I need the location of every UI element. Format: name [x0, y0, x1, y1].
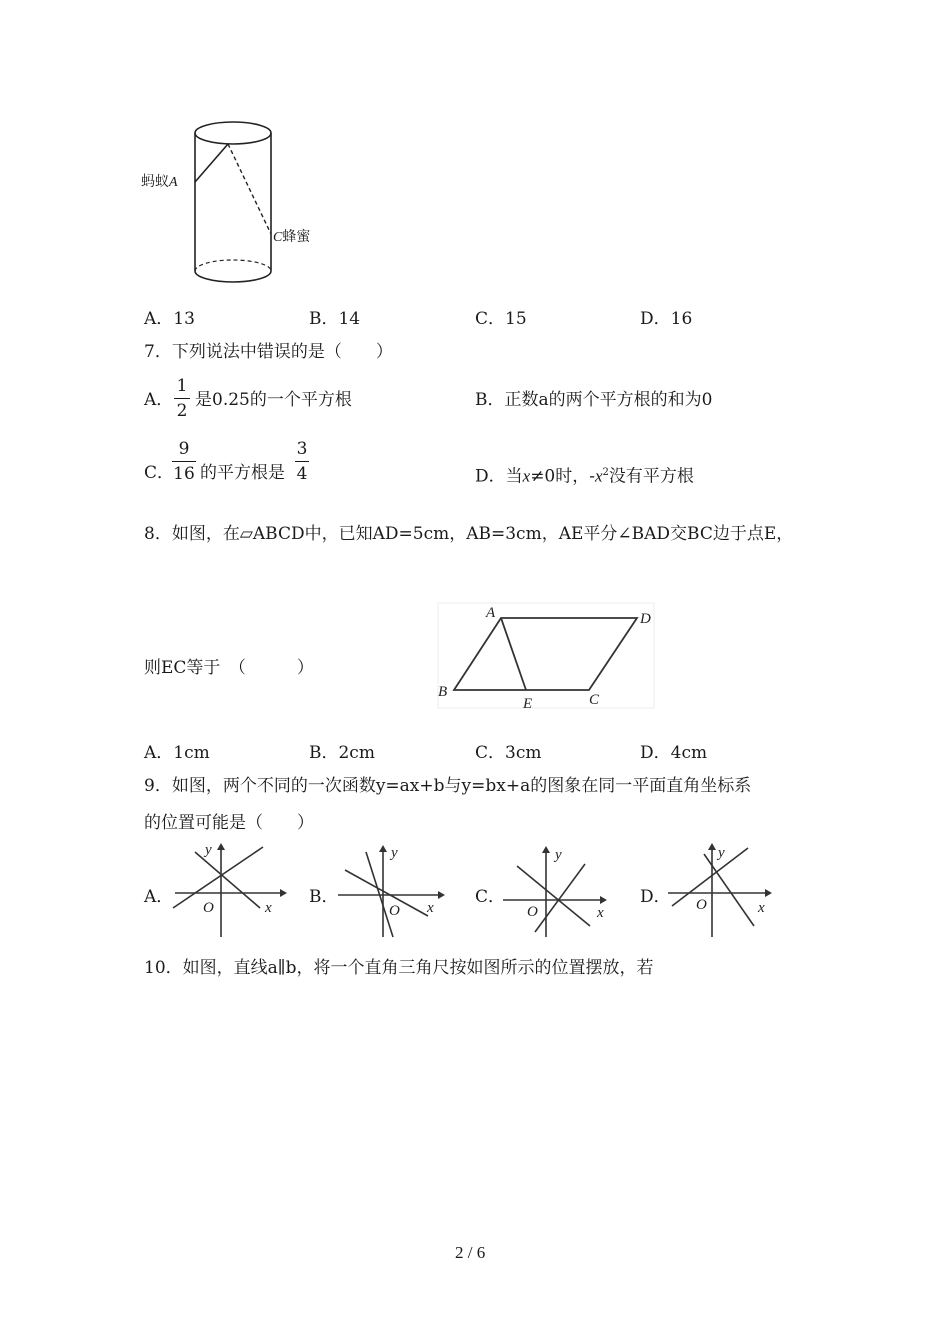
svg-text:x: x	[427, 900, 434, 916]
q6-option-a: A．13	[144, 309, 195, 329]
q9-graph-d	[660, 840, 785, 940]
q7-option-b: B．正数a的两个平方根的和为0	[475, 390, 713, 410]
svg-text:x: x	[597, 905, 604, 921]
q8-stem: 8．如图，在▱ABCD中，已知AD=5cm，AB=3cm，AE平分∠BAD交BC边于点E，	[144, 524, 794, 544]
label-d: D	[640, 611, 651, 627]
q10-stem: 10．如图，直线a∥b，将一个直角三角尺按如图所示的位置摆放，若	[144, 958, 654, 978]
q9-stem-line2: 的位置可能是（ ）	[144, 813, 314, 833]
q8-option-b: B．2cm	[309, 743, 375, 763]
q7-stem: 7．下列说法中错误的是（ ）	[144, 342, 393, 362]
q6-option-d: D．16	[640, 309, 693, 329]
q8-option-d: D．4cm	[640, 743, 708, 763]
q7-option-a-text: 是0.25的一个平方根	[195, 390, 352, 410]
q9-option-c-label: C．	[475, 887, 506, 907]
page-number: 2 / 6	[455, 1243, 486, 1262]
q8-option-c: C．3cm	[475, 743, 542, 763]
label-c: C	[589, 692, 600, 708]
q9-option-b-label: B．	[309, 887, 339, 907]
svg-text:x: x	[265, 900, 272, 916]
svg-text:O: O	[696, 897, 707, 913]
svg-text:O: O	[389, 903, 400, 919]
label-e: E	[523, 696, 533, 712]
ant-label: 蚂蚁A	[141, 174, 178, 190]
parallelogram-svg	[435, 600, 660, 715]
q7-option-c-mid: 的平方根是	[200, 463, 285, 483]
label-a: A	[486, 605, 496, 621]
q8-option-a: A．1cm	[144, 743, 210, 763]
svg-text:x: x	[758, 900, 765, 916]
cylinder-svg	[140, 115, 340, 285]
svg-text:y: y	[205, 842, 212, 858]
q7-option-d: D．当x≠0时，$-x^2$没有平方根	[475, 466, 694, 487]
svg-text:y: y	[555, 847, 562, 863]
label-b: B	[438, 684, 448, 700]
q9-option-d-label: D．	[640, 887, 671, 907]
q9-option-a-label: A．	[144, 887, 174, 907]
q9-graph-b	[330, 840, 455, 940]
svg-text:O: O	[527, 904, 538, 920]
q7-c-fraction-2: 3 4	[296, 439, 308, 484]
q9-graph-a	[165, 840, 290, 940]
q6-option-c: C．15	[475, 309, 527, 329]
q7-c-fraction: 9 16	[173, 439, 195, 484]
q7-option-c-prefix: C．	[144, 463, 175, 483]
q6-cylinder-figure	[140, 115, 340, 285]
svg-text:O: O	[203, 900, 214, 916]
honey-label: C蜂蜜	[273, 229, 311, 245]
q6-option-b: B．14	[309, 309, 361, 329]
svg-text:y: y	[718, 845, 725, 861]
svg-text:y: y	[391, 845, 398, 861]
q9-graph-c	[495, 840, 620, 940]
q8-parallelogram-figure	[435, 600, 660, 715]
q9-stem-line1: 9．如图，两个不同的一次函数y=ax+b与y=bx+a的图象在同一平面直角坐标系	[144, 776, 752, 796]
q8-stem-continued: 则EC等于 （ ）	[144, 658, 314, 678]
q7-a-fraction: 1 2	[174, 375, 190, 422]
q7-option-a-prefix: A．	[144, 390, 174, 410]
